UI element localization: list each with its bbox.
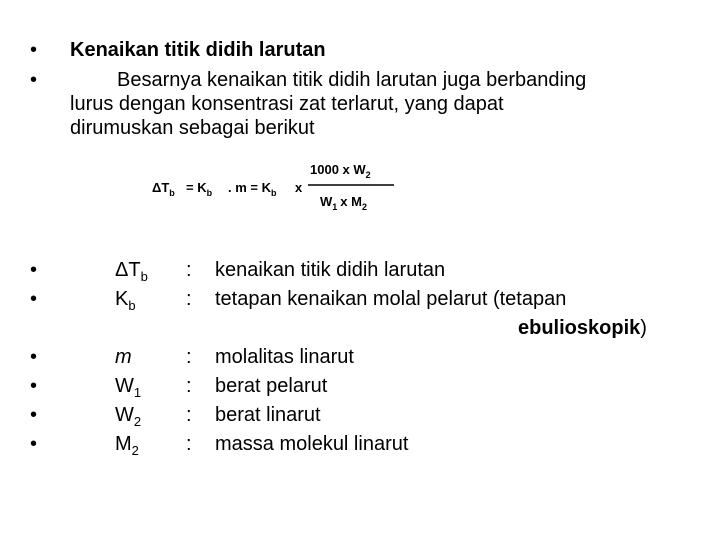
def-colon: : xyxy=(186,288,192,310)
def-symbol-m2: $M_2$ xyxy=(115,433,139,458)
formula-eq1: = $K_b$ xyxy=(186,180,213,198)
bullet-intro: • xyxy=(30,69,38,91)
bullet-def: • xyxy=(30,433,38,455)
def-desc: berat pelarut xyxy=(215,375,328,397)
def-desc: tetapan kenaikan molal pelarut (tetapan xyxy=(215,288,567,310)
formula-denominator: $W_1$ x $M_2$ xyxy=(320,194,367,212)
def-symbol-m: m xyxy=(115,346,132,368)
boiling-point-formula xyxy=(152,156,412,216)
def-symbol-w2: $W_2$ xyxy=(115,404,142,429)
def-symbol-delta-tb: $\Delta T_b$ xyxy=(115,259,148,284)
bullet-def: • xyxy=(30,375,38,397)
def-desc: kenaikan titik didih larutan xyxy=(215,259,446,281)
formula-numerator: 1000 x $W_2$ xyxy=(310,162,371,180)
def-colon: : xyxy=(186,346,192,368)
intro-line-1: Besarnya kenaikan titik didih larutan juga berbanding xyxy=(117,69,587,91)
bullet-def: • xyxy=(30,346,38,368)
def-desc: molalitas linarut xyxy=(215,346,354,368)
formula-times: x xyxy=(295,180,303,195)
intro-line-2: lurus dengan konsentrasi zat terlarut, yang dapat xyxy=(70,93,504,115)
def-symbol-kb: $K_b$ xyxy=(115,288,136,313)
def-desc: berat linarut xyxy=(215,404,321,426)
def-continuation: ebulioskopik) xyxy=(518,317,647,339)
def-symbol-w1: $W_1$ xyxy=(115,375,142,400)
bullet-title: • xyxy=(30,39,38,61)
def-colon: : xyxy=(186,259,192,281)
def-colon: : xyxy=(186,375,192,397)
formula-m-part: . $m = K_b$ xyxy=(228,180,277,198)
bullet-def: • xyxy=(30,259,38,281)
formula-lhs: $\Delta T_b$ xyxy=(152,180,175,198)
def-desc: massa molekul linarut xyxy=(215,433,409,455)
intro-line-3: dirumuskan sebagai berikut xyxy=(70,117,315,139)
slide-title: Kenaikan titik didih larutan xyxy=(70,39,326,61)
bullet-def: • xyxy=(30,288,38,310)
def-colon: : xyxy=(186,404,192,426)
def-colon: : xyxy=(186,433,192,455)
bullet-def: • xyxy=(30,404,38,426)
